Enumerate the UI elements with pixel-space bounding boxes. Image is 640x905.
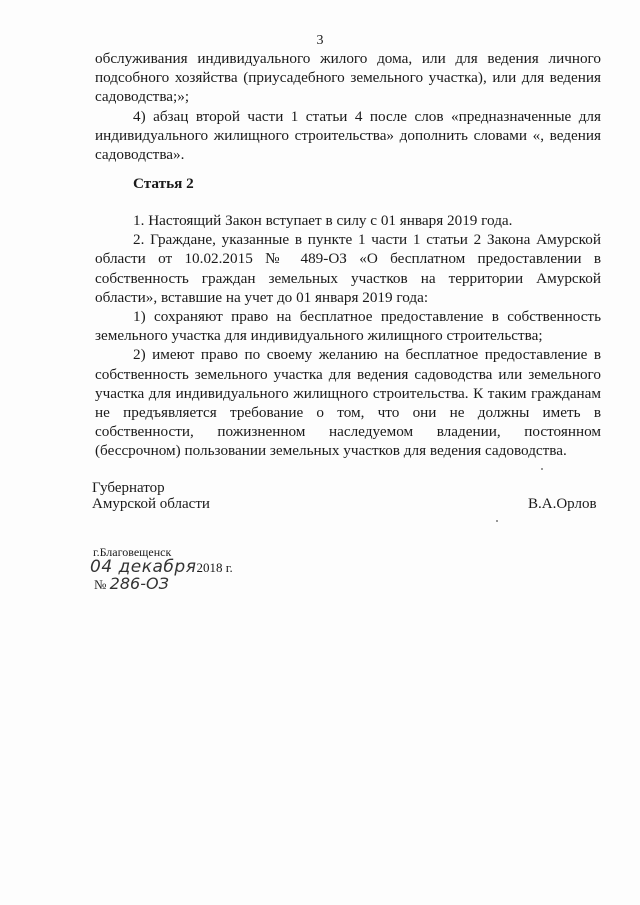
paragraph-subitem-2: 2) имеют право по своему желанию на бесплатное предоставление в собственность земельного участка для ведения садоводства или земельного участка для индивидуального жилищного строительства. К таким гражданам не предъявляется требование о том, что они не должны иметь в собственности, пожизненном наследуемом владении, постоянном (бессрочном) пользовании земельных участков для ведения садоводства. xyxy=(95,346,601,460)
signatory-name: В.А.Орлов xyxy=(528,496,597,512)
article-body xyxy=(95,211,601,461)
paragraph-article-2: 2. Граждане, указанные в пункте 1 части 1 статьи 2 Закона Амурской области от 10.02.2015 № 489-ОЗ «О бесплатном предоставлении в собственность граждан земельных участков на территории Амурской области», вставшие на учет до 01 января 2019 года: xyxy=(95,231,601,306)
paragraph-subitem-1: 1) сохраняют право на бесплатное предоставление в собственность земельного участка для индивидуального жилищного строительства; xyxy=(95,308,601,345)
paragraph-continuation: обслуживания индивидуального жилого дома, или для ведения личного подсобного хозяйства (приусадебного земельного участка), или для ведения садоводства;»; xyxy=(95,50,601,106)
top-paragraphs xyxy=(95,49,601,164)
paragraph-article-1: 1. Настоящий Закон вступает в силу с 01 января 2019 года. xyxy=(133,212,513,229)
paragraph-item-4: 4) абзац второй части 1 статьи 4 после слов «предназначенные для индивидуального жилищного строительства» дополнить словами «, ведения садоводства». xyxy=(95,107,601,164)
signing-place: г.Благовещенск xyxy=(93,545,172,559)
law-number xyxy=(94,574,169,593)
signing-year: 2018 г. xyxy=(196,560,233,575)
scan-speck xyxy=(541,468,543,470)
signatory-title-line-1: Губернатор xyxy=(92,480,165,496)
handwritten-law-number: 286-ОЗ xyxy=(109,574,169,593)
scan-speck xyxy=(496,520,498,522)
signatory-title xyxy=(92,480,210,512)
number-sign: № xyxy=(94,577,107,592)
article-heading: Статья 2 xyxy=(133,175,194,192)
signatory-title-line-2: Амурской области xyxy=(92,496,210,512)
handwritten-date: 04 декабря xyxy=(90,557,197,577)
page-number: 3 xyxy=(316,33,324,48)
